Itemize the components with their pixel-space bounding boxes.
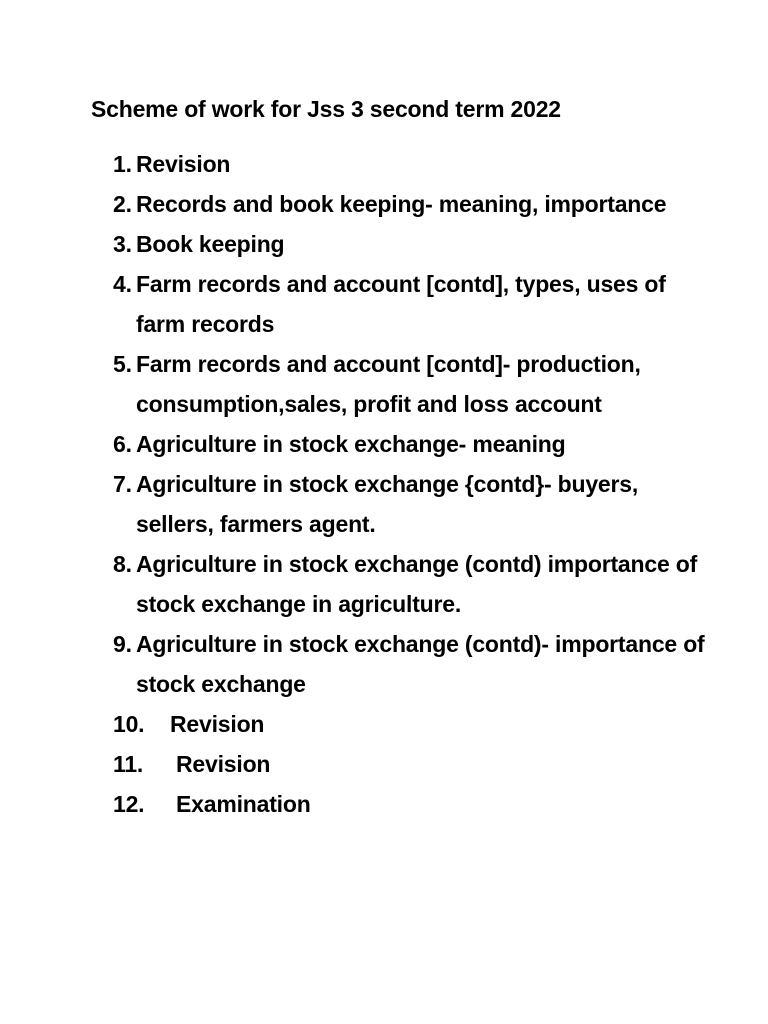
list-item: [113, 224, 713, 264]
list-item-number: 12.: [113, 791, 145, 817]
list-item-text: Book keeping: [136, 231, 285, 257]
list-item-text: Examination: [176, 791, 311, 817]
list-item: [113, 544, 713, 624]
list-item: [113, 784, 713, 824]
list-item-number: 4.: [113, 271, 132, 297]
list-item-text: Revision: [170, 711, 265, 737]
list-item-text: Farm records and account [contd]- production, consumption,sales, profit and loss account: [136, 351, 641, 417]
list-item: [113, 624, 713, 704]
list-item-text: Agriculture in stock exchange (contd)- importance of stock exchange: [136, 631, 705, 697]
list-item-number: 3.: [113, 231, 132, 257]
list-item-text: Agriculture in stock exchange {contd}- buyers, sellers, farmers agent.: [136, 471, 639, 537]
list-item-number: 7.: [113, 471, 132, 497]
list-item-text: Agriculture in stock exchange- meaning: [136, 431, 566, 457]
document-title: Scheme of work for Jss 3 second term 2022: [91, 96, 561, 122]
list-item-number: 6.: [113, 431, 132, 457]
list-item: [113, 144, 713, 184]
list-item: [113, 464, 713, 544]
list-item-number: 1.: [113, 151, 132, 177]
list-item-number: 8.: [113, 551, 132, 577]
list-item: [113, 344, 713, 424]
list-item: [113, 424, 713, 464]
list-item-number: 5.: [113, 351, 132, 377]
list-item-text: Farm records and account [contd], types, uses of farm records: [136, 271, 666, 337]
list-item: [113, 264, 713, 344]
list-item-text: Revision: [136, 151, 231, 177]
list-item-number: 11.: [113, 751, 144, 777]
scheme-list: [113, 144, 713, 824]
list-item-number: 10.: [113, 711, 145, 737]
list-item: [113, 744, 713, 784]
list-item-number: 2.: [113, 191, 132, 217]
list-item-number: 9.: [113, 631, 132, 657]
list-item-text: Records and book keeping- meaning, importance: [136, 191, 667, 217]
list-item: [113, 184, 713, 224]
list-item: [113, 704, 713, 744]
list-item-text: Revision: [176, 751, 271, 777]
list-item-text: Agriculture in stock exchange (contd) importance of stock exchange in agriculture.: [136, 551, 698, 617]
